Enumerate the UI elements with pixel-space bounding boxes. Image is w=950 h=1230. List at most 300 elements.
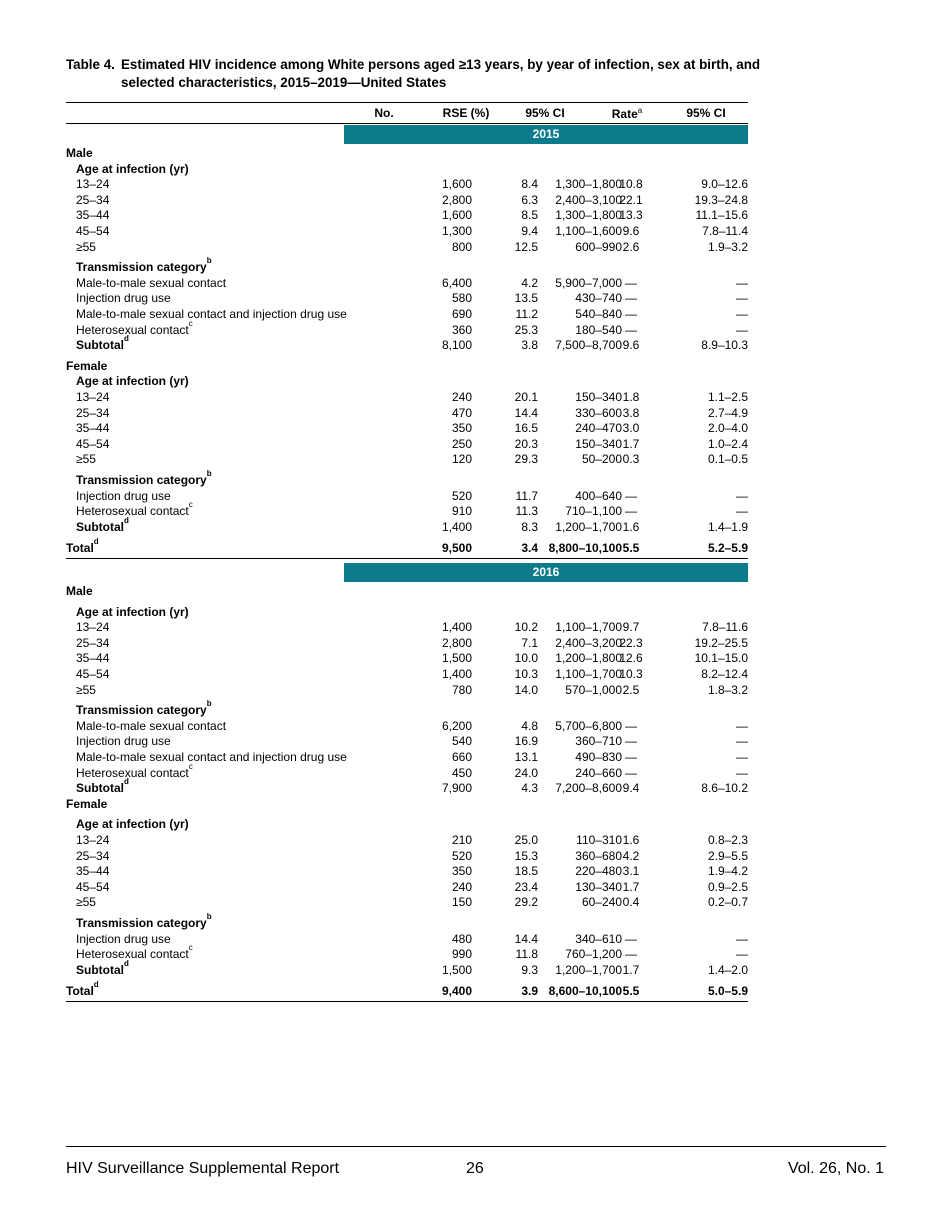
cell-rate-ci: 7.8–11.6: [702, 620, 748, 635]
row-label: [66, 537, 99, 557]
cell-rate: 3.1: [622, 864, 640, 879]
row-label: [76, 864, 109, 880]
table-row: [66, 620, 748, 636]
row-label-text: 13–24: [76, 833, 110, 847]
subheading-row: [66, 374, 748, 390]
row-label-text: Transmission category: [76, 260, 207, 275]
cell-no: 1,400: [441, 620, 472, 635]
cell-rate: —: [625, 504, 637, 519]
row-label: [76, 636, 109, 652]
row-label: [66, 797, 107, 813]
row-label: [76, 437, 109, 453]
subheading-row: [66, 699, 748, 719]
footnote-marker: d: [124, 515, 129, 525]
row-label: [76, 515, 129, 536]
cell-rate-ci: 8.9–10.3: [701, 338, 748, 353]
cell-rate-ci: —: [736, 275, 748, 290]
cell-rate-ci: —: [736, 307, 748, 321]
row-label: [76, 667, 109, 683]
cell-ci: 1,200–1,700: [555, 962, 622, 977]
cell-no: 9,400: [441, 984, 472, 999]
cell-no: 780: [451, 682, 472, 697]
cell-ci: 360–680: [575, 848, 622, 863]
subheading-row: [66, 334, 748, 354]
row-label-text: Subtotal: [76, 338, 124, 353]
cell-rate: 1.7: [622, 436, 640, 451]
col-header-no: No.: [374, 106, 394, 120]
cell-no: 470: [451, 405, 472, 420]
cell-rse: 10.0: [514, 651, 538, 666]
row-label-text: Male: [66, 584, 93, 598]
cell-rse: 16.9: [514, 734, 538, 749]
cell-ci: 5,900–7,000: [555, 275, 622, 290]
cell-rse: 8.3: [521, 519, 538, 534]
row-label-text: Total: [66, 984, 94, 999]
cell-rate-ci: —: [736, 734, 748, 749]
cell-ci: 8,800–10,100: [548, 541, 622, 556]
cell-rate: 1.6: [622, 833, 640, 847]
cell-no: 1,500: [441, 651, 472, 666]
row-label: [76, 489, 171, 505]
cell-no: 6,400: [441, 275, 472, 290]
cell-rse: 20.1: [514, 390, 538, 404]
footer-page-number: 26: [466, 1160, 484, 1177]
row-label: [76, 374, 189, 390]
cell-ci: 180–540: [575, 322, 622, 337]
cell-no: 580: [451, 291, 472, 306]
cell-ci: 50–200: [581, 452, 622, 467]
cell-rate-ci: 1.4–2.0: [707, 962, 748, 977]
cell-ci: 7,500–8,700: [555, 338, 622, 353]
table-row: [66, 390, 748, 406]
cell-rate: 2.6: [622, 239, 640, 254]
cell-no: 520: [451, 488, 472, 503]
row-label-text: Heterosexual contact: [76, 765, 189, 780]
row-label-text: 35–44: [76, 864, 110, 879]
footnote-marker: c: [188, 500, 193, 510]
cell-rse: 3.9: [521, 984, 538, 999]
cell-rate-ci: —: [736, 765, 748, 780]
cell-rse: 12.5: [514, 239, 538, 254]
cell-rse: 16.5: [514, 421, 538, 436]
cell-rse: 25.0: [514, 833, 538, 847]
table-title: [66, 56, 766, 92]
cell-rate-ci: 19.2–25.5: [694, 635, 748, 650]
cell-rate-ci: —: [736, 322, 748, 337]
row-label-text: ≥55: [76, 895, 96, 910]
cell-no: 6,200: [441, 718, 472, 733]
subheading-row: [66, 958, 748, 979]
row-label-text: Subtotal: [76, 519, 124, 534]
row-label: [76, 240, 96, 256]
cell-ci: 430–740: [575, 291, 622, 306]
cell-rate: 10.3: [619, 667, 643, 681]
cell-no: 2,800: [441, 635, 472, 650]
table-row: [66, 240, 748, 256]
section-row: [66, 797, 748, 813]
cell-rse: 23.4: [514, 879, 538, 894]
cell-rse: 14.0: [514, 682, 538, 697]
cell-no: 480: [451, 931, 472, 946]
row-label: [66, 146, 93, 162]
cell-no: 1,400: [441, 519, 472, 534]
row-label-text: 45–54: [76, 667, 110, 681]
footnote-marker: b: [206, 469, 212, 478]
cell-rate: 5.5: [622, 984, 640, 999]
table-row: [66, 318, 748, 339]
cell-rate: 22.1: [619, 192, 643, 207]
cell-rse: 10.3: [514, 667, 538, 681]
cell-rate: 13.3: [619, 208, 643, 223]
cell-rate: 0.3: [622, 452, 640, 467]
row-label-text: 25–34: [76, 635, 110, 650]
cell-no: 520: [451, 848, 472, 863]
cell-rate-ci: —: [736, 488, 748, 503]
cell-ci: 110–310: [576, 833, 622, 847]
section-row: [66, 584, 748, 600]
total-rule: [66, 558, 748, 559]
footnote-marker: d: [124, 958, 129, 968]
row-label: [66, 980, 99, 1000]
section-row: [66, 359, 748, 375]
row-label: [76, 750, 347, 766]
cell-rate: 0.4: [622, 895, 640, 910]
cell-rate: 1.7: [622, 879, 640, 894]
row-label-text: 13–24: [76, 390, 110, 404]
cell-ci: 240–660: [575, 765, 622, 780]
cell-no: 350: [451, 421, 472, 436]
table-row: [66, 932, 748, 948]
footnote-marker: b: [206, 256, 212, 266]
row-label-text: 45–54: [76, 224, 110, 238]
cell-rate-ci: 8.6–10.2: [701, 781, 748, 796]
row-label-text: Injection drug use: [76, 488, 171, 503]
row-label-text: 45–54: [76, 879, 110, 894]
cell-rse: 15.3: [514, 848, 538, 863]
cell-rse: 4.8: [521, 718, 538, 733]
table-row: [66, 291, 748, 307]
cell-ci: 1,100–1,700: [555, 620, 622, 635]
cell-rate-ci: 5.0–5.9: [707, 984, 748, 999]
cell-ci: 1,300–1,800: [555, 177, 622, 192]
row-label: [76, 683, 96, 699]
title-line-1: Estimated HIV incidence among White persons aged ≥13 years, by year of infection, sex at birth, and: [121, 57, 761, 72]
cell-rse: 7.1: [521, 635, 538, 650]
cell-rate-ci: 9.0–12.6: [701, 177, 748, 192]
table-row: [66, 452, 748, 468]
cell-ci: 1,300–1,800: [555, 208, 622, 223]
row-label: [76, 912, 212, 932]
row-label: [76, 833, 109, 849]
row-label-text: ≥55: [76, 452, 96, 467]
cell-no: 1,400: [441, 667, 472, 681]
cell-ci: 8,600–10,100: [548, 984, 622, 999]
row-label-text: Female: [66, 796, 108, 811]
cell-rate-ci: 5.2–5.9: [707, 541, 748, 556]
footer-volume: Vol. 26, No. 1: [787, 1160, 884, 1177]
cell-rate: —: [625, 291, 637, 306]
footer-rule: [66, 1146, 886, 1147]
row-label-text: Total: [66, 541, 94, 556]
table-row: [66, 849, 748, 865]
cell-no: 450: [451, 765, 472, 780]
row-label-text: Male-to-male sexual contact and injection drug use: [76, 750, 347, 764]
cell-rate-ci: 1.9–3.2: [707, 239, 748, 254]
cell-rate: —: [625, 322, 637, 337]
cell-rate: —: [625, 750, 637, 764]
cell-ci: 150–340: [575, 436, 622, 451]
row-label-text: 35–44: [76, 421, 110, 436]
cell-rate: 9.4: [622, 781, 640, 796]
cell-ci: 5,700–6,800: [555, 718, 622, 733]
row-label-text: 13–24: [76, 177, 110, 192]
cell-ci: 540–840: [575, 307, 622, 321]
cell-ci: 570–1,000: [565, 682, 622, 697]
cell-rate-ci: —: [736, 947, 748, 962]
cell-rate-ci: 2.7–4.9: [707, 405, 748, 420]
cell-rate-ci: 1.8–3.2: [707, 682, 748, 697]
table-row: [66, 667, 748, 683]
footnote-marker: d: [93, 537, 99, 547]
row-label: [76, 307, 347, 323]
cell-ci: 600–990: [575, 239, 622, 254]
cell-ci: 130–340: [575, 879, 622, 894]
cell-rse: 8.4: [521, 177, 538, 192]
cell-no: 690: [451, 307, 472, 321]
row-label-text: 13–24: [76, 620, 110, 635]
cell-rse: 9.4: [521, 224, 538, 238]
cell-rate: 9.6: [622, 224, 640, 238]
table-row: [66, 636, 748, 652]
table-row: [66, 421, 748, 437]
table-row: [66, 406, 748, 422]
table-row: [66, 750, 748, 766]
row-label: [76, 605, 189, 621]
cell-no: 350: [451, 864, 472, 879]
cell-rate-ci: —: [736, 750, 748, 764]
cell-no: 800: [451, 239, 472, 254]
cell-no: 540: [451, 734, 472, 749]
cell-rate: 1.8: [622, 390, 640, 404]
cell-rate-ci: 1.4–1.9: [707, 519, 748, 534]
subheading-row: [66, 605, 748, 621]
cell-no: 9,500: [441, 541, 472, 556]
cell-ci: 2,400–3,200: [555, 635, 622, 650]
cell-rse: 3.4: [521, 541, 538, 556]
cell-rate: 3.0: [622, 421, 640, 436]
footer-report-name: HIV Surveillance Supplemental Report: [66, 1160, 340, 1177]
cell-rse: 11.2: [515, 307, 538, 321]
cell-rse: 11.8: [515, 947, 538, 962]
cell-rate-ci: 7.8–11.4: [702, 224, 748, 238]
row-label-text: Male-to-male sexual contact: [76, 718, 227, 733]
table-row: [66, 880, 748, 896]
cell-rate-ci: 19.3–24.8: [694, 192, 748, 207]
cell-no: 360: [451, 322, 472, 337]
cell-ci: 330–600: [575, 405, 622, 420]
row-label-text: 25–34: [76, 848, 110, 863]
col-header-rate: [606, 106, 648, 121]
table-row: [66, 489, 748, 505]
cell-rse: 4.2: [521, 275, 538, 290]
row-label: [76, 208, 109, 224]
table-row: [66, 943, 748, 963]
cell-no: 1,300: [441, 224, 472, 238]
row-label: [76, 256, 212, 276]
cell-rate: —: [625, 734, 637, 749]
table-row: [66, 177, 748, 193]
row-label: [76, 291, 171, 307]
cell-ci: 60–240: [581, 895, 622, 910]
row-label: [76, 334, 129, 354]
cell-rse: 14.4: [514, 931, 538, 946]
cell-no: 1,600: [441, 177, 472, 192]
row-label: [66, 584, 93, 600]
row-label: [76, 421, 109, 437]
row-label: [76, 276, 226, 292]
cell-rate: —: [625, 765, 637, 780]
cell-rate-ci: 0.9–2.5: [707, 879, 748, 894]
row-label: [76, 193, 109, 209]
table-row: [66, 193, 748, 209]
table-top-rule: [66, 102, 748, 103]
table-row: [66, 307, 748, 323]
subheading-row: [66, 256, 748, 276]
table-row: [66, 833, 748, 849]
row-label: [76, 777, 129, 797]
cell-rate: 1.6: [622, 519, 640, 534]
row-label-text: Age at infection (yr): [76, 374, 189, 389]
cell-ci: 360–710: [575, 734, 622, 749]
row-label: [76, 162, 189, 178]
cell-ci: 710–1,100: [565, 504, 622, 519]
section-row: [66, 146, 748, 162]
table-row: [66, 224, 748, 240]
cell-rate: 9.7: [622, 620, 640, 635]
cell-rse: 18.5: [514, 864, 538, 879]
cell-rate: —: [625, 488, 637, 503]
row-label-text: Transmission category: [76, 703, 207, 718]
row-label-text: Transmission category: [76, 916, 207, 930]
table-row: [66, 276, 748, 292]
row-label-text: Heterosexual contact: [76, 322, 189, 337]
table-row: [66, 208, 748, 224]
cell-ci: 1,100–1,600: [555, 224, 622, 238]
cell-no: 990: [451, 947, 472, 962]
row-label-text: Subtotal: [76, 781, 124, 796]
cell-rse: 29.2: [514, 895, 538, 910]
subheading-row: [66, 469, 748, 489]
row-label-text: Injection drug use: [76, 291, 171, 306]
cell-rate-ci: 1.1–2.5: [707, 390, 748, 404]
row-label: [76, 699, 212, 719]
cell-rate: —: [625, 947, 637, 962]
cell-ci: 240–470: [575, 421, 622, 436]
cell-rate-ci: 10.1–15.0: [694, 651, 748, 666]
cell-rate-ci: 2.0–4.0: [707, 421, 748, 436]
total-row: [66, 980, 748, 1000]
cell-ci: 2,400–3,100: [555, 192, 622, 207]
footnote-marker: c: [188, 761, 193, 771]
cell-no: 7,900: [441, 781, 472, 796]
row-label-text: Heterosexual contact: [76, 504, 189, 519]
cell-rse: 8.5: [521, 208, 538, 223]
total-row: [66, 537, 748, 557]
cell-rate-ci: 1.9–4.2: [707, 864, 748, 879]
cell-rate-ci: 11.1–15.6: [695, 208, 748, 223]
row-label: [76, 224, 109, 240]
footnote-marker: b: [206, 912, 212, 921]
cell-ci: 760–1,200: [565, 947, 622, 962]
row-label: [76, 318, 193, 339]
subheading-row: [66, 912, 748, 932]
row-label-text: Heterosexual contact: [76, 947, 189, 962]
footnote-marker: d: [93, 980, 99, 990]
cell-rse: 11.7: [515, 488, 538, 503]
row-label: [76, 620, 109, 636]
row-label-text: Subtotal: [76, 962, 124, 977]
cell-rse: 24.0: [514, 765, 538, 780]
footnote-marker: d: [124, 777, 129, 787]
table-row: [66, 683, 748, 699]
row-label: [76, 849, 109, 865]
cell-no: 1,600: [441, 208, 472, 223]
cell-rate: —: [625, 307, 637, 321]
cell-no: 120: [451, 452, 472, 467]
row-label: [76, 719, 226, 735]
cell-rate: 12.6: [619, 651, 643, 666]
cell-no: 8,100: [441, 338, 472, 353]
row-label-text: 35–44: [76, 208, 110, 223]
table-row: [66, 651, 748, 667]
cell-no: 240: [451, 879, 472, 894]
cell-rate: —: [625, 718, 637, 733]
subheading-row: [66, 515, 748, 536]
footnote-marker: c: [188, 318, 193, 328]
cell-rate-ci: 0.2–0.7: [707, 895, 748, 910]
row-label-text: ≥55: [76, 239, 96, 254]
cell-ci: 400–640: [575, 488, 622, 503]
cell-rate-ci: —: [736, 504, 748, 519]
cell-no: 2,800: [441, 192, 472, 207]
cell-rate: 4.2: [622, 848, 640, 863]
table-row: [66, 437, 748, 453]
cell-no: 250: [451, 436, 472, 451]
cell-rate: 3.8: [622, 405, 640, 420]
cell-rate: —: [625, 931, 637, 946]
row-label: [76, 958, 129, 979]
row-label: [76, 817, 189, 833]
footnote-marker: d: [124, 334, 129, 344]
cell-rate-ci: 8.2–12.4: [701, 667, 748, 681]
subheading-row: [66, 817, 748, 833]
row-label: [76, 406, 109, 422]
row-label: [76, 880, 109, 896]
cell-rse: 11.3: [515, 504, 538, 519]
row-label-text: Age at infection (yr): [76, 604, 189, 619]
subheading-row: [66, 777, 748, 797]
cell-rate: 9.6: [622, 338, 640, 353]
cell-rse: 20.3: [514, 436, 538, 451]
row-label-text: Male-to-male sexual contact: [76, 275, 227, 290]
cell-ci: 340–610: [575, 931, 622, 946]
footnote-marker: b: [206, 699, 212, 709]
row-label-text: Injection drug use: [76, 931, 171, 946]
total-rule: [66, 1001, 748, 1002]
row-label: [66, 359, 107, 375]
cell-no: 210: [451, 833, 472, 847]
row-label: [76, 500, 193, 520]
